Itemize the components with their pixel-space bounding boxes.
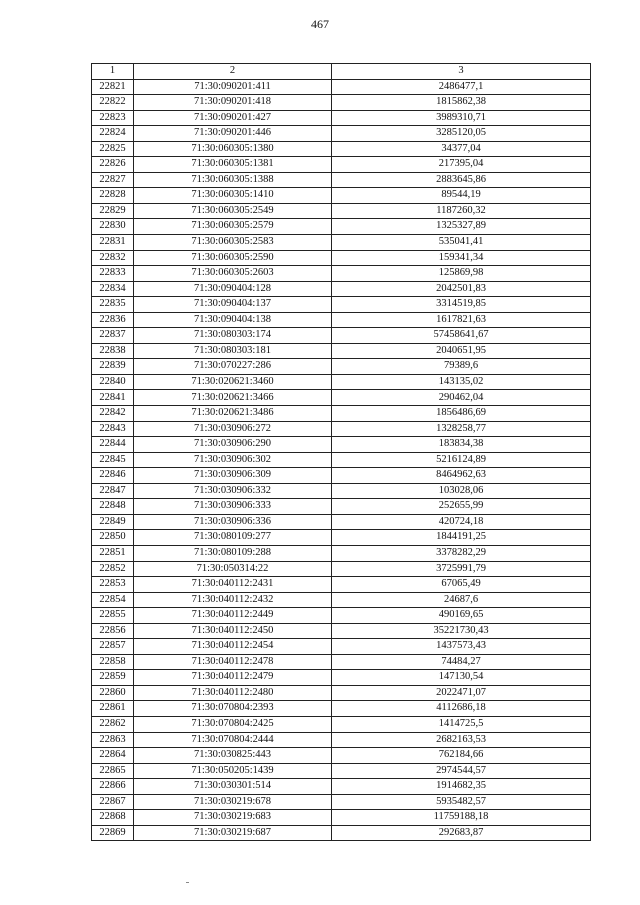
table-row — [92, 763, 591, 779]
value-cell: 1617821,63 — [332, 312, 591, 328]
cadastral-number-cell: 71:30:060305:1388 — [134, 172, 332, 188]
row-number-cell: 22825 — [92, 141, 134, 157]
table-row — [92, 266, 591, 282]
table-row — [92, 297, 591, 313]
table-row — [92, 577, 591, 593]
row-number-cell: 22843 — [92, 421, 134, 437]
cadastral-number-cell: 71:30:020621:3486 — [134, 406, 332, 422]
value-cell: 1914682,35 — [332, 779, 591, 795]
table-row — [92, 825, 591, 841]
table-row — [92, 468, 591, 484]
value-cell: 1856486,69 — [332, 406, 591, 422]
cadastral-number-cell: 71:30:030906:272 — [134, 421, 332, 437]
cadastral-number-cell: 71:30:090404:138 — [134, 312, 332, 328]
row-number-cell: 22848 — [92, 499, 134, 515]
cadastral-number-cell: 71:30:040112:2450 — [134, 623, 332, 639]
table-row — [92, 359, 591, 375]
table-row — [92, 779, 591, 795]
table-row — [92, 716, 591, 732]
value-cell: 143135,02 — [332, 374, 591, 390]
row-number-cell: 22827 — [92, 172, 134, 188]
cadastral-number-cell: 71:30:040112:2449 — [134, 608, 332, 624]
row-number-cell: 22832 — [92, 250, 134, 266]
value-cell: 292683,87 — [332, 825, 591, 841]
value-cell: 1187260,32 — [332, 203, 591, 219]
table-row — [92, 592, 591, 608]
table-row — [92, 157, 591, 173]
value-cell: 34377,04 — [332, 141, 591, 157]
value-cell: 147130,54 — [332, 670, 591, 686]
value-cell: 11759188,18 — [332, 810, 591, 826]
row-number-cell: 22830 — [92, 219, 134, 235]
cadastral-number-cell: 71:30:030219:687 — [134, 825, 332, 841]
table-row — [92, 390, 591, 406]
value-cell: 159341,34 — [332, 250, 591, 266]
table-row — [92, 530, 591, 546]
value-cell: 290462,04 — [332, 390, 591, 406]
row-number-cell: 22862 — [92, 716, 134, 732]
cadastral-number-cell: 71:30:080109:277 — [134, 530, 332, 546]
cadastral-number-cell: 71:30:040112:2454 — [134, 639, 332, 655]
row-number-cell: 22850 — [92, 530, 134, 546]
table-row — [92, 406, 591, 422]
row-number-cell: 22844 — [92, 437, 134, 453]
table-row — [92, 794, 591, 810]
table-row — [92, 343, 591, 359]
cadastral-number-cell: 71:30:060305:1410 — [134, 188, 332, 204]
row-number-cell: 22826 — [92, 157, 134, 173]
value-cell: 2682163,53 — [332, 732, 591, 748]
value-cell: 1328258,77 — [332, 421, 591, 437]
cadastral-number-cell: 71:30:060305:2579 — [134, 219, 332, 235]
cadastral-number-cell: 71:30:050314:22 — [134, 561, 332, 577]
cadastral-number-cell: 71:30:030301:514 — [134, 779, 332, 795]
data-table — [91, 63, 591, 841]
row-number-cell: 22856 — [92, 623, 134, 639]
table-row — [92, 141, 591, 157]
table-row — [92, 483, 591, 499]
cadastral-number-cell: 71:30:020621:3460 — [134, 374, 332, 390]
table-row — [92, 110, 591, 126]
row-number-cell: 22864 — [92, 748, 134, 764]
table-row — [92, 685, 591, 701]
row-number-cell: 22863 — [92, 732, 134, 748]
column-header-3: 3 — [332, 64, 591, 80]
cadastral-number-cell: 71:30:080109:288 — [134, 545, 332, 561]
row-number-cell: 22839 — [92, 359, 134, 375]
row-number-cell: 22835 — [92, 297, 134, 313]
row-number-cell: 22845 — [92, 452, 134, 468]
value-cell: 762184,66 — [332, 748, 591, 764]
cadastral-number-cell: 71:30:090201:446 — [134, 126, 332, 142]
table-row — [92, 328, 591, 344]
table-row — [92, 639, 591, 655]
value-cell: 3314519,85 — [332, 297, 591, 313]
value-cell: 2883645,86 — [332, 172, 591, 188]
value-cell: 1437573,43 — [332, 639, 591, 655]
row-number-cell: 22853 — [92, 577, 134, 593]
value-cell: 252655,99 — [332, 499, 591, 515]
cadastral-number-cell: 71:30:040112:2479 — [134, 670, 332, 686]
cadastral-number-cell: 71:30:060305:1381 — [134, 157, 332, 173]
value-cell: 57458641,67 — [332, 328, 591, 344]
cadastral-number-cell: 71:30:030906:333 — [134, 499, 332, 515]
row-number-cell: 22860 — [92, 685, 134, 701]
row-number-cell: 22861 — [92, 701, 134, 717]
cadastral-number-cell: 71:30:030906:302 — [134, 452, 332, 468]
value-cell: 1414725,5 — [332, 716, 591, 732]
table-row — [92, 188, 591, 204]
table-row — [92, 79, 591, 95]
value-cell: 1815862,38 — [332, 95, 591, 111]
value-cell: 217395,04 — [332, 157, 591, 173]
cadastral-number-cell: 71:30:030219:683 — [134, 810, 332, 826]
value-cell: 490169,65 — [332, 608, 591, 624]
cadastral-number-cell: 71:30:030906:332 — [134, 483, 332, 499]
row-number-cell: 22854 — [92, 592, 134, 608]
value-cell: 35221730,43 — [332, 623, 591, 639]
row-number-cell: 22824 — [92, 126, 134, 142]
row-number-cell: 22869 — [92, 825, 134, 841]
table-row — [92, 623, 591, 639]
table-row — [92, 654, 591, 670]
row-number-cell: 22836 — [92, 312, 134, 328]
cadastral-number-cell: 71:30:030906:336 — [134, 514, 332, 530]
value-cell: 103028,06 — [332, 483, 591, 499]
value-cell: 74484,27 — [332, 654, 591, 670]
row-number-cell: 22840 — [92, 374, 134, 390]
table-row — [92, 219, 591, 235]
cadastral-number-cell: 71:30:080303:181 — [134, 343, 332, 359]
value-cell: 3378282,29 — [332, 545, 591, 561]
row-number-cell: 22865 — [92, 763, 134, 779]
cadastral-number-cell: 71:30:070804:2444 — [134, 732, 332, 748]
value-cell: 2486477,1 — [332, 79, 591, 95]
row-number-cell: 22842 — [92, 406, 134, 422]
table-row — [92, 499, 591, 515]
value-cell: 3725991,79 — [332, 561, 591, 577]
value-cell: 24687,6 — [332, 592, 591, 608]
table-row — [92, 374, 591, 390]
table-header-row — [92, 64, 591, 80]
row-number-cell: 22837 — [92, 328, 134, 344]
row-number-cell: 22828 — [92, 188, 134, 204]
row-number-cell: 22834 — [92, 281, 134, 297]
value-cell: 420724,18 — [332, 514, 591, 530]
value-cell: 3285120,05 — [332, 126, 591, 142]
cadastral-number-cell: 71:30:090201:411 — [134, 79, 332, 95]
value-cell: 2974544,57 — [332, 763, 591, 779]
row-number-cell: 22847 — [92, 483, 134, 499]
row-number-cell: 22822 — [92, 95, 134, 111]
table-row — [92, 670, 591, 686]
cadastral-number-cell: 71:30:030219:678 — [134, 794, 332, 810]
value-cell: 4112686,18 — [332, 701, 591, 717]
row-number-cell: 22866 — [92, 779, 134, 795]
column-header-1: 1 — [92, 64, 134, 80]
value-cell: 5935482,57 — [332, 794, 591, 810]
cadastral-number-cell: 71:30:030906:290 — [134, 437, 332, 453]
value-cell: 183834,38 — [332, 437, 591, 453]
value-cell: 535041,41 — [332, 235, 591, 251]
table-row — [92, 250, 591, 266]
cadastral-number-cell: 71:30:060305:2603 — [134, 266, 332, 282]
cadastral-number-cell: 71:30:070804:2393 — [134, 701, 332, 717]
cadastral-number-cell: 71:30:020621:3466 — [134, 390, 332, 406]
column-header-2: 2 — [134, 64, 332, 80]
value-cell: 89544,19 — [332, 188, 591, 204]
row-number-cell: 22859 — [92, 670, 134, 686]
table-row — [92, 452, 591, 468]
cadastral-number-cell: 71:30:070227:286 — [134, 359, 332, 375]
row-number-cell: 22829 — [92, 203, 134, 219]
cadastral-number-cell: 71:30:080303:174 — [134, 328, 332, 344]
table-row — [92, 732, 591, 748]
value-cell: 2022471,07 — [332, 685, 591, 701]
page-number: 467 — [311, 17, 329, 31]
value-cell: 2042501,83 — [332, 281, 591, 297]
cadastral-number-cell: 71:30:090201:418 — [134, 95, 332, 111]
cadastral-number-cell: 71:30:030906:309 — [134, 468, 332, 484]
table-row — [92, 281, 591, 297]
table-row — [92, 421, 591, 437]
cadastral-number-cell: 71:30:070804:2425 — [134, 716, 332, 732]
value-cell: 67065,49 — [332, 577, 591, 593]
table-row — [92, 810, 591, 826]
row-number-cell: 22855 — [92, 608, 134, 624]
row-number-cell: 22831 — [92, 235, 134, 251]
table-row — [92, 95, 591, 111]
table-row — [92, 545, 591, 561]
row-number-cell: 22868 — [92, 810, 134, 826]
table-row — [92, 126, 591, 142]
table-row — [92, 312, 591, 328]
row-number-cell: 22833 — [92, 266, 134, 282]
row-number-cell: 22823 — [92, 110, 134, 126]
table-row — [92, 437, 591, 453]
value-cell: 1844191,25 — [332, 530, 591, 546]
value-cell: 125869,98 — [332, 266, 591, 282]
row-number-cell: 22838 — [92, 343, 134, 359]
cadastral-number-cell: 71:30:060305:2549 — [134, 203, 332, 219]
row-number-cell: 22851 — [92, 545, 134, 561]
value-cell: 5216124,89 — [332, 452, 591, 468]
table-row — [92, 235, 591, 251]
row-number-cell: 22841 — [92, 390, 134, 406]
value-cell: 3989310,71 — [332, 110, 591, 126]
table-row — [92, 514, 591, 530]
cadastral-number-cell: 71:30:040112:2431 — [134, 577, 332, 593]
table-row — [92, 203, 591, 219]
cadastral-number-cell: 71:30:060305:2590 — [134, 250, 332, 266]
row-number-cell: 22852 — [92, 561, 134, 577]
cadastral-number-cell: 71:30:090404:137 — [134, 297, 332, 313]
row-number-cell: 22858 — [92, 654, 134, 670]
cadastral-number-cell: 71:30:090201:427 — [134, 110, 332, 126]
value-cell: 1325327,89 — [332, 219, 591, 235]
cadastral-number-cell: 71:30:060305:2583 — [134, 235, 332, 251]
row-number-cell: 22857 — [92, 639, 134, 655]
cadastral-number-cell: 71:30:090404:128 — [134, 281, 332, 297]
row-number-cell: 22867 — [92, 794, 134, 810]
value-cell: 8464962,63 — [332, 468, 591, 484]
table-row — [92, 701, 591, 717]
table-row — [92, 748, 591, 764]
cadastral-number-cell: 71:30:040112:2478 — [134, 654, 332, 670]
row-number-cell: 22821 — [92, 79, 134, 95]
cadastral-number-cell: 71:30:040112:2480 — [134, 685, 332, 701]
value-cell: 79389,6 — [332, 359, 591, 375]
cadastral-number-cell: 71:30:060305:1380 — [134, 141, 332, 157]
table-row — [92, 172, 591, 188]
table-row — [92, 608, 591, 624]
row-number-cell: 22849 — [92, 514, 134, 530]
table-row — [92, 561, 591, 577]
cadastral-number-cell: 71:30:030825:443 — [134, 748, 332, 764]
cadastral-number-cell: 71:30:050205:1439 — [134, 763, 332, 779]
row-number-cell: 22846 — [92, 468, 134, 484]
cadastral-number-cell: 71:30:040112:2432 — [134, 592, 332, 608]
value-cell: 2040651,95 — [332, 343, 591, 359]
scan-speck — [186, 882, 189, 883]
table-body — [92, 79, 591, 841]
